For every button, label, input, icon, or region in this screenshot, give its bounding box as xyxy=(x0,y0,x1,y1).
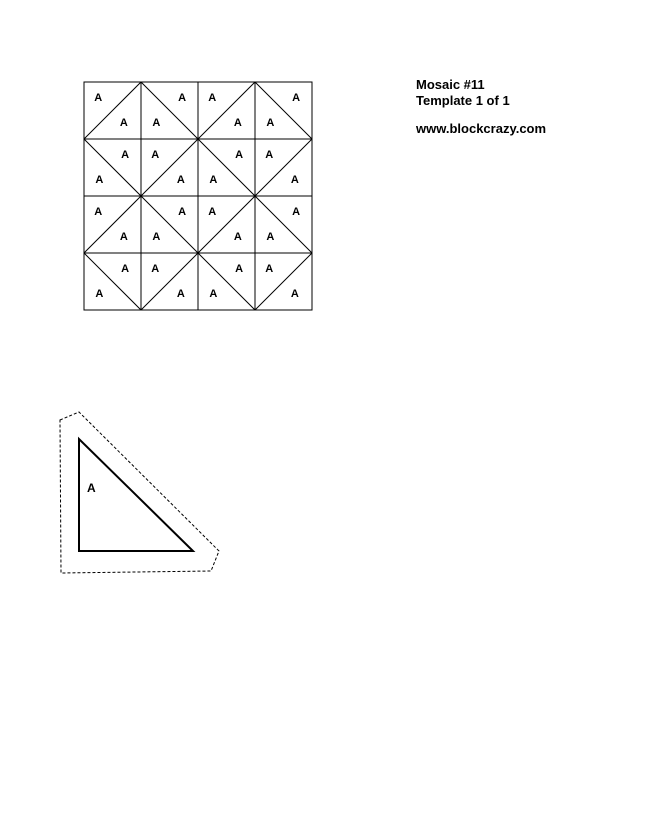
cell-diagonal xyxy=(141,196,198,253)
patch-label: A xyxy=(94,205,103,218)
patch-label: A xyxy=(178,205,187,218)
pattern-title: Mosaic #11 xyxy=(416,77,485,92)
template-piece-a xyxy=(60,412,219,573)
patch-label: A xyxy=(292,91,301,104)
patch-label: A xyxy=(95,173,104,186)
patch-label: A xyxy=(152,230,161,243)
patch-label: A xyxy=(121,148,130,161)
template-triangle-outline xyxy=(79,439,193,551)
patch-label: A xyxy=(119,230,128,243)
patch-label: A xyxy=(209,287,218,300)
cell-diagonal xyxy=(255,196,312,253)
template-piece-label: A xyxy=(87,481,96,495)
block-grid xyxy=(84,82,312,310)
patch-label: A xyxy=(235,148,244,161)
patch-label: A xyxy=(119,116,128,129)
patch-label: A xyxy=(266,230,275,243)
patch-label: A xyxy=(290,173,299,186)
cell-diagonal xyxy=(84,82,141,139)
patch-label: A xyxy=(292,205,301,218)
cell-diagonal xyxy=(198,196,255,253)
patch-label: A xyxy=(176,287,185,300)
website-link[interactable]: www.blockcrazy.com xyxy=(416,121,547,136)
patch-label: A xyxy=(178,91,187,104)
patch-label: A xyxy=(152,116,161,129)
cell-diagonal xyxy=(255,139,312,196)
patch-label: A xyxy=(151,262,160,275)
patch-label: A xyxy=(95,287,104,300)
cell-diagonal xyxy=(141,253,198,310)
patch-label: A xyxy=(265,262,274,275)
patch-label: A xyxy=(266,116,275,129)
patch-label: A xyxy=(235,262,244,275)
cell-diagonal xyxy=(198,253,255,310)
cell-diagonal xyxy=(84,139,141,196)
cell-diagonal xyxy=(198,82,255,139)
cell-diagonal xyxy=(255,82,312,139)
cell-diagonal xyxy=(255,253,312,310)
patch-label: A xyxy=(209,173,218,186)
header-info xyxy=(416,77,546,137)
cell-diagonal xyxy=(84,196,141,253)
patch-label: A xyxy=(233,230,242,243)
patch-label: A xyxy=(265,148,274,161)
template-info: Template 1 of 1 xyxy=(416,93,510,108)
patch-label: A xyxy=(208,205,217,218)
patch-label: A xyxy=(290,287,299,300)
patch-label: A xyxy=(233,116,242,129)
patch-label: A xyxy=(151,148,160,161)
cell-diagonal xyxy=(84,253,141,310)
patch-label: A xyxy=(121,262,130,275)
patch-label: A xyxy=(176,173,185,186)
cell-diagonal xyxy=(141,82,198,139)
seam-allowance-outline xyxy=(60,412,219,573)
spacer xyxy=(416,109,546,121)
patch-label: A xyxy=(208,91,217,104)
cell-diagonal xyxy=(198,139,255,196)
patch-label: A xyxy=(94,91,103,104)
cell-diagonal xyxy=(141,139,198,196)
